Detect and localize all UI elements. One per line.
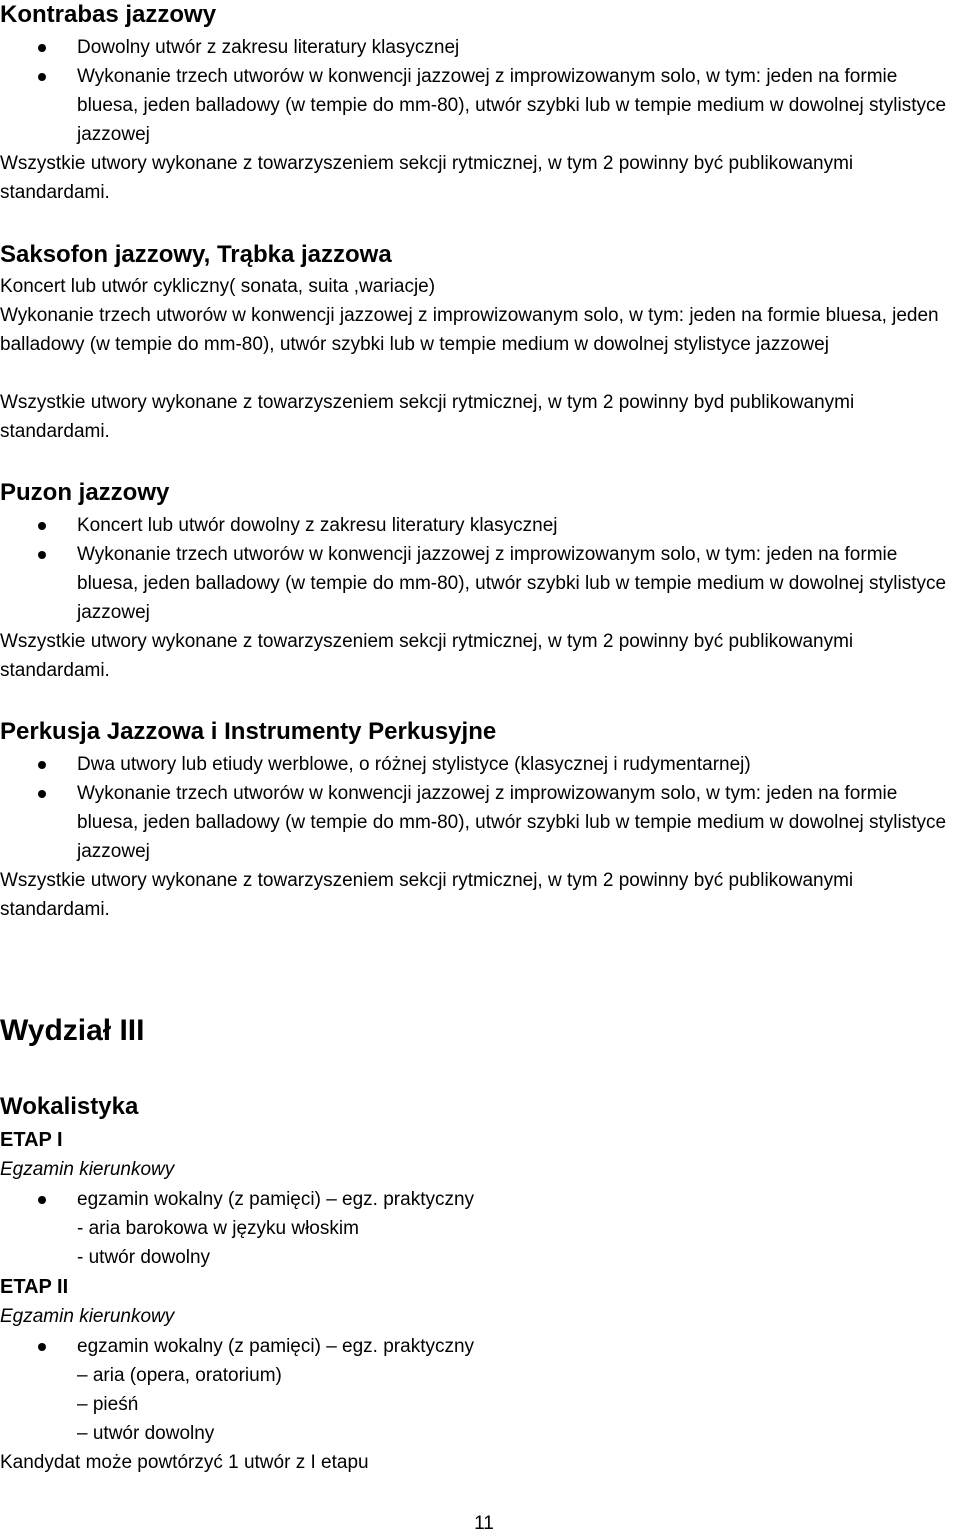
- list-puzon: [0, 511, 960, 627]
- note-kontrabas: Wszystkie utwory wykonane z towarzyszeniem sekcji rytmicznej, w tym 2 powinny być publikowanymi standardami.: [0, 153, 854, 203]
- list-item: egzamin wokalny (z pamięci) – egz. praktyczny: [0, 1185, 960, 1214]
- list-item: Koncert lub utwór dowolny z zakresu literatury klasycznej: [0, 511, 960, 540]
- etap-1-sub-2: - utwór dowolny: [77, 1247, 211, 1268]
- etap-2-label: ETAP II: [0, 1276, 69, 1298]
- list-item: Wykonanie trzech utworów w konwencji jazzowej z improwizowanym solo, w tym: jeden na formie bluesa, jeden balladowy (w tempie do mm-80), utwór szybki lub w tempie medium w dowolnej stylistyce jazzowej: [0, 62, 960, 149]
- list-item: Dwa utwory lub etiudy werblowe, o różnej stylistyce (klasycznej i rudymentarnej): [0, 750, 960, 779]
- section-wokalistyka: Wokalistyka: [0, 1093, 139, 1120]
- etap-2-sub-1: – aria (opera, oratorium): [77, 1365, 282, 1386]
- list-item: Wykonanie trzech utworów w konwencji jazzowej z improwizowanym solo, w tym: jeden na formie bluesa, jeden balladowy (w tempie do mm-80), utwór szybki lub w tempie medium w dowolnej stylistyce jazzowej: [0, 540, 960, 627]
- faculty-title: Wydział III: [0, 1014, 145, 1047]
- page-number: 11: [474, 1513, 494, 1534]
- saksofon-line-2: Wykonanie trzech utworów w konwencji jazzowej z improwizowanym solo, w tym: jeden na formie bluesa, jeden balladowy (w tempie do mm-80), utwór szybki lub w tempie medium w dowolnej stylistyce jazzowej: [0, 305, 939, 355]
- closing-note: Kandydat może powtórzyć 1 utwór z I etapu: [0, 1452, 369, 1473]
- heading-puzon: Puzon jazzowy: [0, 479, 170, 506]
- heading-perkusja: Perkusja Jazzowa i Instrumenty Perkusyjne: [0, 718, 497, 745]
- etap-1-subtitle: Egzamin kierunkowy: [0, 1159, 175, 1180]
- etap-2-sub-3: – utwór dowolny: [77, 1423, 215, 1444]
- list-perkusja: [0, 750, 960, 866]
- list-etap-2: [0, 1332, 960, 1361]
- note-saksofon: Wszystkie utwory wykonane z towarzyszeniem sekcji rytmicznej, w tym 2 powinny byd publikowanymi standardami.: [0, 392, 855, 442]
- list-item: egzamin wokalny (z pamięci) – egz. praktyczny: [0, 1332, 960, 1361]
- list-kontrabas: [0, 33, 960, 149]
- note-perkusja: Wszystkie utwory wykonane z towarzyszeniem sekcji rytmicznej, w tym 2 powinny być publikowanymi standardami.: [0, 870, 854, 920]
- list-item: Wykonanie trzech utworów w konwencji jazzowej z improwizowanym solo, w tym: jeden na formie bluesa, jeden balladowy (w tempie do mm-80), utwór szybki lub w tempie medium w dowolnej stylistyce jazzowej: [0, 779, 960, 866]
- heading-kontrabas: Kontrabas jazzowy: [0, 1, 217, 28]
- etap-1-label: ETAP I: [0, 1129, 63, 1151]
- etap-1-sub-1: - aria barokowa w języku włoskim: [77, 1218, 359, 1239]
- etap-2-sub-2: – pieśń: [77, 1394, 139, 1415]
- note-puzon: Wszystkie utwory wykonane z towarzyszeniem sekcji rytmicznej, w tym 2 powinny być publikowanymi standardami.: [0, 631, 854, 681]
- list-item: Dowolny utwór z zakresu literatury klasycznej: [0, 33, 960, 62]
- list-etap-1: [0, 1185, 960, 1214]
- saksofon-line-1: Koncert lub utwór cykliczny( sonata, suita ,wariacje): [0, 276, 436, 297]
- heading-saksofon: Saksofon jazzowy, Trąbka jazzowa: [0, 241, 392, 268]
- etap-2-subtitle: Egzamin kierunkowy: [0, 1306, 175, 1327]
